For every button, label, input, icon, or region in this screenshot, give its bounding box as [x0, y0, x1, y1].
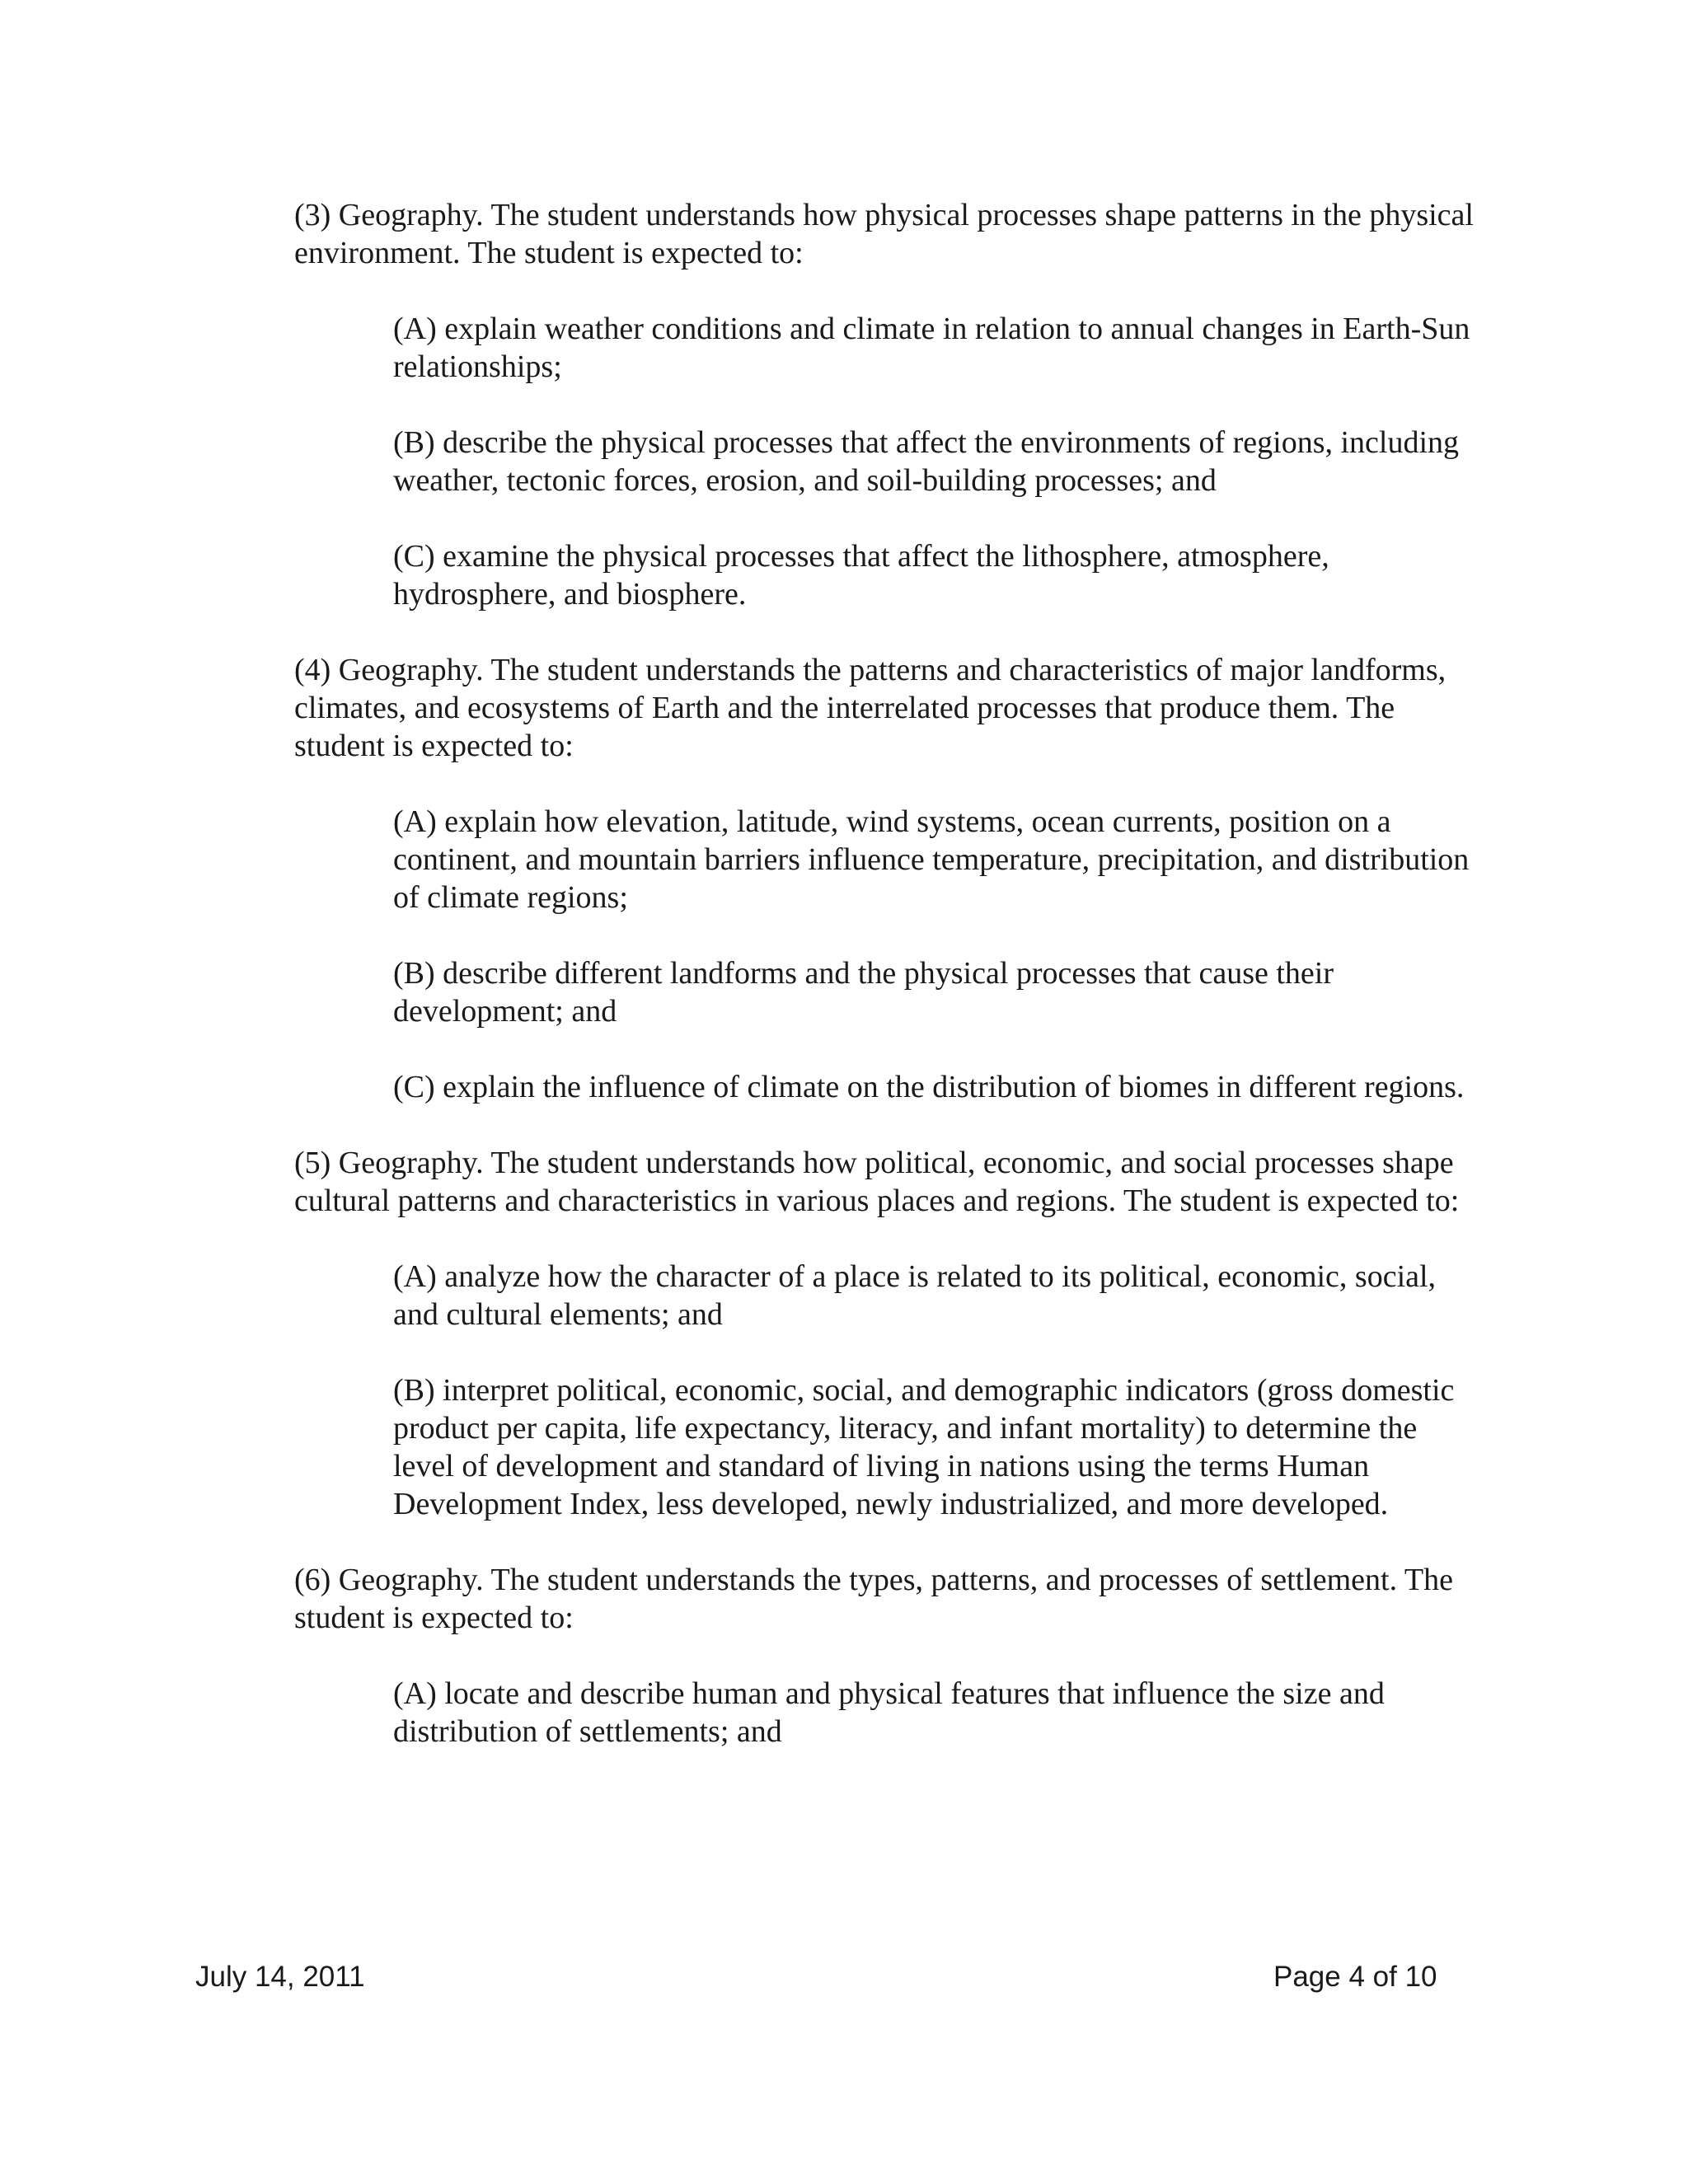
standard-5-item-a: (A) analyze how the character of a place is related to its political, economic, social, and cultural elements; and	[393, 1259, 1437, 1332]
standard-4-item-b: (B) describe different landforms and the physical processes that cause their development; and	[393, 956, 1334, 1029]
document-body	[294, 196, 1481, 1788]
standard-3-item-a: (A) explain weather conditions and climate in relation to annual changes in Earth-Sun relationships;	[393, 312, 1470, 384]
footer-page-number: Page 4 of 10	[1273, 1961, 1437, 1993]
standard-5-item-b: (B) interpret political, economic, social, and demographic indicators (gross domestic product per capita, life expectancy, literacy, and infant mortality) to determine the level of development and standard of living in nations using the terms Human Development Index, less developed, newly industrialized, and more developed.	[393, 1373, 1455, 1521]
standard-3-item-b: (B) describe the physical processes that affect the environments of regions, including weather, tectonic forces, erosion, and soil-building processes; and	[393, 425, 1460, 498]
standard-3-item-c: (C) examine the physical processes that affect the lithosphere, atmosphere, hydrosphere, and biosphere.	[393, 539, 1329, 612]
standard-4-item-a: (A) explain how elevation, latitude, wind systems, ocean currents, position on a continent, and mountain barriers influence temperature, precipitation, and distribution of climate regions;	[393, 804, 1470, 915]
standard-5: (5) Geography. The student understands how political, economic, and social processes shape cultural patterns and characteristics in various places and regions. The student is expected to:	[294, 1146, 1460, 1218]
standard-3: (3) Geography. The student understands how physical processes shape patterns in the physical environment. The student is expected to:	[294, 198, 1474, 270]
footer-date: July 14, 2011	[195, 1961, 365, 1993]
standard-6-item-a: (A) locate and describe human and physical features that influence the size and distribution of settlements; and	[393, 1676, 1385, 1749]
standard-4: (4) Geography. The student understands the patterns and characteristics of major landforms, climates, and ecosystems of Earth and the interrelated processes that produce them. The student is expected to:	[294, 653, 1447, 763]
standard-6: (6) Geography. The student understands the types, patterns, and processes of settlement. The student is expected to:	[294, 1563, 1453, 1635]
standard-4-item-c: (C) explain the influence of climate on the distribution of biomes in different regions.	[393, 1070, 1465, 1104]
